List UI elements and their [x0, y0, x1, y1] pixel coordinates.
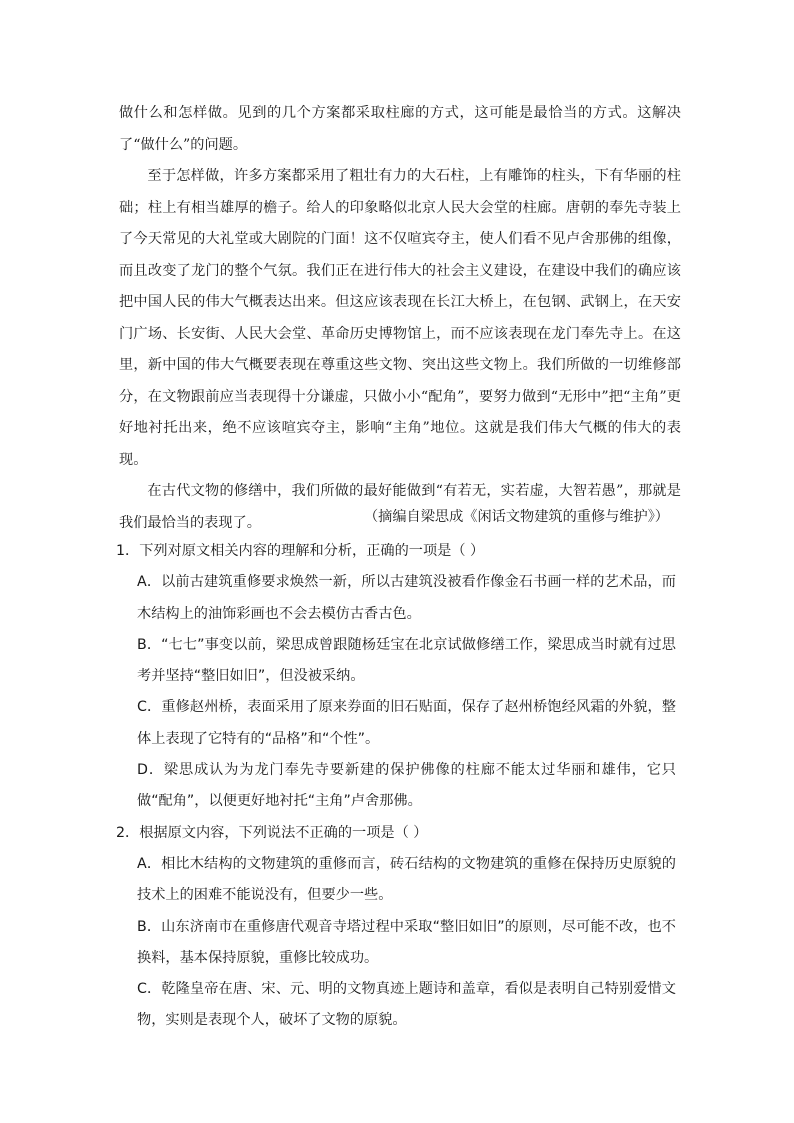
option-c: C．乾隆皇帝在唐、宋、元、明的文物真迹上题诗和盖章，看似是表明自己特别爱惜文物，实则是表现个人，破坏了文物的原貌。 — [137, 981, 676, 1029]
question-1 — [116, 536, 676, 818]
passage-source: （摘编自梁思成《闲话文物建筑的重修与维护》） — [363, 509, 669, 525]
option-d: D．梁思成认为为龙门奉先寺要新建的保护佛像的柱廊不能太过华丽和雄伟，它只做“配角”，以便更好地衬托“主角”卢舍那佛。 — [137, 762, 676, 810]
option-b: B．“七七”事变以前，梁思成曾跟随杨廷宝在北京试做修缮工作，梁思成当时就有过思考并坚持“整旧如旧”，但没被采纳。 — [137, 636, 676, 685]
option-b: B．山东济南市在重修唐代观音寺塔过程中采取“整旧如旧”的原则，尽可能不改，也不换料，基本保持原貌，重修比较成功。 — [137, 918, 676, 966]
question-stem: 2．根据原文内容，下列说法不正确的一项是（ ） — [116, 824, 428, 841]
passage-paragraph-3: 在古代文物的修缮中，我们所做的最好能做到“有若无，实若虚，大智若愚”，那就是我们最恰当的表现了。 — [119, 483, 681, 531]
question-2 — [116, 818, 676, 1037]
question-stem: 1．下列对原文相关内容的理解和分析，正确的一项是（ ） — [116, 543, 485, 559]
reading-passage — [119, 98, 681, 539]
question-list — [116, 536, 676, 1037]
passage-paragraph-2: 至于怎样做，许多方案都采用了粗壮有力的大石柱，上有雕饰的柱头，下有华丽的柱础；柱上有相当雄厚的檐子。给人的印象略似北京人民大会堂的柱廊。唐朝的奉先寺装上了今天常见的大礼堂或大剧院的门面！这不仅喧宾夺主，使人们看不见卢舍那佛的组像，而且改变了龙门的整个气氛。我们正在进行伟大的社会主义建设，在建设中我们的确应该把中国人民的伟大气概表达出来。但这应该表现在长江大桥上，在包钢、武钢上，在天安门广场、长安街、人民大会堂、革命历史博物馆上，而不应该表现在龙门奉先寺上。在这里，新中国的伟大气概要表现在尊重这些文物、突出这些文物上。我们所做的一切维修部分，在文物跟前应当表现得十分谦虚，只做小小“配角”，要努力做到“无形中”把“主角”更好地衬托出来，绝不应该喧宾夺主，影响“主角”地位。这就是我们伟大气概的伟大的表现。 — [119, 168, 681, 468]
option-a: A．以前古建筑重修要求焕然一新，所以古建筑没被看作像金石书画一样的艺术品，而木结构上的油饰彩画也不会去模仿古香古色。 — [137, 574, 676, 622]
option-a: A．相比木结构的文物建筑的重修而言，砖石结构的文物建筑的重修在保持历史原貌的技术上的困难不能说没有，但要少一些。 — [137, 855, 676, 904]
passage-paragraph-1: 做什么和怎样做。见到的几个方案都采取柱廊的方式，这可能是最恰当的方式。这解决了“做什么”的问题。 — [119, 105, 681, 153]
option-c: C．重修赵州桥，表面采用了原来券面的旧石贴面，保存了赵州桥饱经风霜的外貌，整体上表现了它特有的“品格”和“个性”。 — [137, 699, 676, 747]
